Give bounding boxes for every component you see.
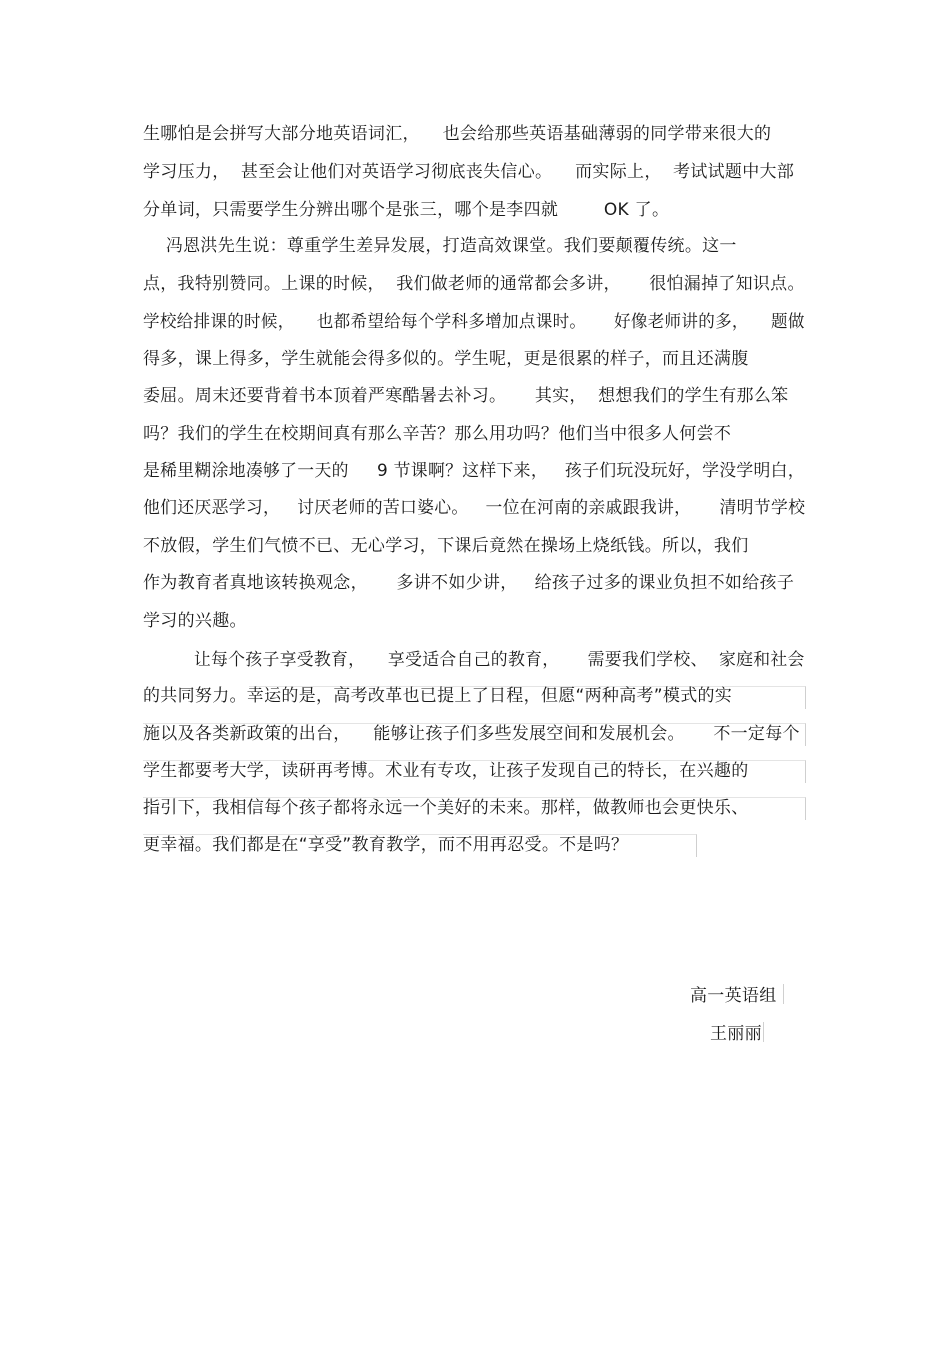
text-line: 指引下，我相信每个孩子都将永远一个美好的未来。那样，做教师也会更快乐、	[143, 798, 749, 818]
text-line: 施以及各类新政策的出台， 能够让孩子们多些发展空间和发展机会。 不一定每个	[143, 724, 800, 744]
text-line: 他们还厌恶学习， 讨厌老师的苦口婆心。 一位在河南的亲戚跟我讲， 清明节学校	[143, 498, 806, 518]
text-line: 得多，课上得多，学生就能会得多似的。学生呢，更是很累的样子，而且还满腹	[143, 349, 749, 369]
signature-divider	[763, 1022, 764, 1042]
signature-group: 高一英语组	[690, 986, 777, 1006]
text-line: 委屈。周末还要背着书本顶着严寒酷暑去补习。 其实， 想想我们的学生有那么笨	[143, 386, 789, 406]
text-line: 是稀里糊涂地凑够了一天的 9 节课啊？这样下来， 孩子们玩没玩好，学没学明白，	[143, 461, 805, 481]
signature-divider	[783, 984, 784, 1004]
signature-name: 王丽丽	[710, 1024, 762, 1044]
text-line: 不放假，学生们气愤不已、无心学习，下课后竟然在操场上烧纸钱。所以，我们	[143, 536, 749, 556]
text-line: 学习压力， 甚至会让他们对英语学习彻底丧失信心。 而实际上， 考试试题中大部	[143, 162, 795, 182]
text-line: 分单词，只需要学生分辨出哪个是张三，哪个是李四就 OK 了。	[143, 200, 670, 220]
text-line: 更幸福。我们都是在“享受”教育教学，而不用再忍受。不是吗？	[143, 835, 629, 855]
text-line: 作为教育者真地该转换观念， 多讲不如少讲， 给孩子过多的课业负担不如给孩子	[143, 573, 795, 593]
text-line: 让每个孩子享受教育， 享受适合自己的教育， 需要我们学校、 家庭和社会	[143, 650, 805, 670]
text-line: 生哪怕是会拼写大部分地英语词汇， 也会给那些英语基础薄弱的同学带来很大的	[143, 124, 772, 144]
text-line: 吗？我们的学生在校期间真有那么辛苦？那么用功吗？他们当中很多人何尝不	[143, 424, 732, 444]
text-line: 点，我特别赞同。上课的时候， 我们做老师的通常都会多讲， 很怕漏掉了知识点。	[143, 274, 805, 294]
text-line: 冯恩洪先生说：尊重学生差异发展，打造高效课堂。我们要颠覆传统。这一	[143, 236, 737, 256]
text-line: 学习的兴趣。	[143, 611, 247, 631]
text-line: 学生都要考大学，读研再考博。术业有专攻，让孩子发现自己的特长，在兴趣的	[143, 761, 749, 781]
text-line: 的共同努力。幸运的是，高考改革也已提上了日程，但愿“两种高考”模式的实	[143, 686, 733, 706]
text-line: 学校给排课的时候， 也都希望给每个学科多增加点课时。 好像老师讲的多， 题做	[143, 312, 805, 332]
